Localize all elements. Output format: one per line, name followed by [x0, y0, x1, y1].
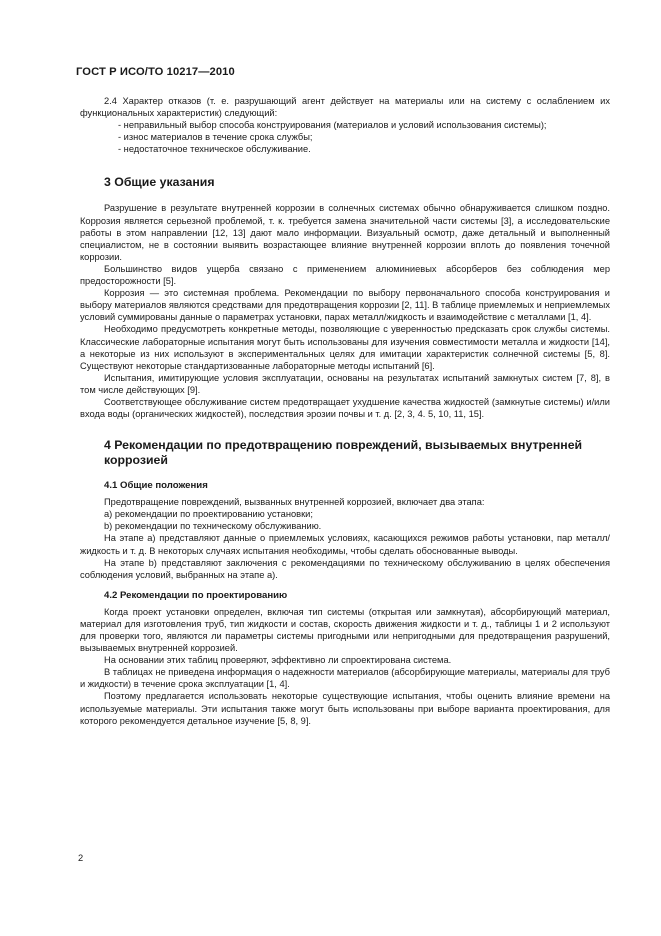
- paragraph: На основании этих таблиц проверяют, эффективно ли спроектирована система.: [104, 655, 452, 666]
- list-item: - неправильный выбор способа конструирования (материалов и условий использования системы);: [118, 120, 547, 131]
- list-item: - износ материалов в течение срока службы;: [118, 132, 313, 143]
- paragraph: На этапе b) представляют заключения с рекомендациями по техническому обслуживанию в целях обеспечения соблюдения условий, выбранных на этапе a).: [80, 557, 610, 580]
- paragraph: Поэтому предлагается использовать некоторые существующие испытания, чтобы оценить влияние времени на используемые материалы. Эти испытания также могут быть использованы при выборе варианта проектирования, для которого рекомендуется детальное изучение [5, 8, 9].: [80, 691, 610, 726]
- document-header: ГОСТ Р ИСО/ТО 10217—2010: [76, 66, 235, 78]
- paragraph: Предотвращение повреждений, вызванных внутренней коррозией, включает два этапа:: [104, 497, 485, 508]
- paragraph: Коррозия — это системная проблема. Рекомендации по выбору первоначального способа конструирования и выбору материалов являются средствами для предотвращения коррозии [2, 11]. В таблице приемлемых и неприемлемых условий суммированы данные о параметрах установки, парах металл/жидкость и взаимодействие с металлами [1, 4].: [80, 288, 610, 323]
- paragraph: Когда проект установки определен, включая тип системы (открытая или замкнутая), абсорбирующий материал, материал для изготовления труб, тип жидкости и состав, скорость движения жидкости и т. д., таблицы 1 и 2 используют для проверки того, являются ли параметры системы пригодными или непригодными для предотвращения разрушений, вызываемых внутренней коррозией.: [80, 606, 610, 654]
- paragraph: Испытания, имитирующие условия эксплуатации, основаны на результатах испытаний замкнутых систем [7, 8], в том числе действующих [9].: [80, 372, 610, 395]
- list-item: a) рекомендации по проектированию установки;: [104, 509, 313, 520]
- document-body: [80, 95, 610, 727]
- list-item: b) рекомендации по техническому обслуживанию.: [104, 521, 322, 532]
- subsection-4-2-heading: 4.2 Рекомендации по проектированию: [104, 589, 288, 601]
- list-item: - недостаточное техническое обслуживание.: [118, 144, 311, 155]
- subsection-4-1-heading: 4.1 Общие положения: [104, 480, 208, 492]
- paragraph: Разрушение в результате внутренней коррозии в солнечных системах обычно обнаруживается слишком поздно. Коррозия является серьезной проблемой, т. к. требуется замена значительной части системы [3], а исследовательские работы в этом направлении [12, 13] дают мало информации. Визуальный осмотр, даже детальный и выполненный специалистом, не в состоянии выявить возрастающее влияние внутренней коррозии вплоть до появления точечной коррозии.: [80, 203, 610, 262]
- paragraph: На этапе a) представляют данные о приемлемых условиях, касающихся режимов работы установки, пар металл/жидкость и т. д. В некоторых случаях испытания необходимы, чтобы сделать обоснованные выводы.: [80, 533, 610, 556]
- page-number: 2: [78, 853, 84, 863]
- clause-2-4-intro: 2.4 Характер отказов (т. е. разрушающий агент действует на материалы или на систему с ослаблением их функциональных характеристик) следующий:: [80, 96, 610, 119]
- section-3-heading: 3 Общие указания: [104, 175, 215, 190]
- paragraph: Необходимо предусмотреть конкретные методы, позволяющие с уверенностью предсказать срок службы системы. Классические лабораторные испытания могут быть использованы для изучения совместимости металла и жидкости [14], а некоторые из них используют в экспериментальных целях для имитации характеристик солнечной системы [5, 8]. Существуют некоторые стандартизованные лабораторные методы испытаний [6].: [80, 324, 610, 371]
- paragraph: В таблицах не приведена информация о надежности материалов (абсорбирующие материалы, материалы для труб и жидкости) в течение срока эксплуатации [1, 4].: [80, 667, 610, 690]
- paragraph: Большинство видов ущерба связано с применением алюминиевых абсорберов без соблюдения мер предосторожности [5].: [80, 263, 610, 287]
- paragraph: Соответствующее обслуживание систем предотвращает ухудшение качества жидкостей (замкнутые системы) и/или входа воды (органических жидкостей), последствия эрозии почвы и т. д. [2, 3, 4. 5, 10, 11, 15].: [80, 396, 610, 420]
- section-4-heading: 4 Рекомендации по предотвращению повреждений, вызываемых внутренней коррозией: [104, 438, 583, 468]
